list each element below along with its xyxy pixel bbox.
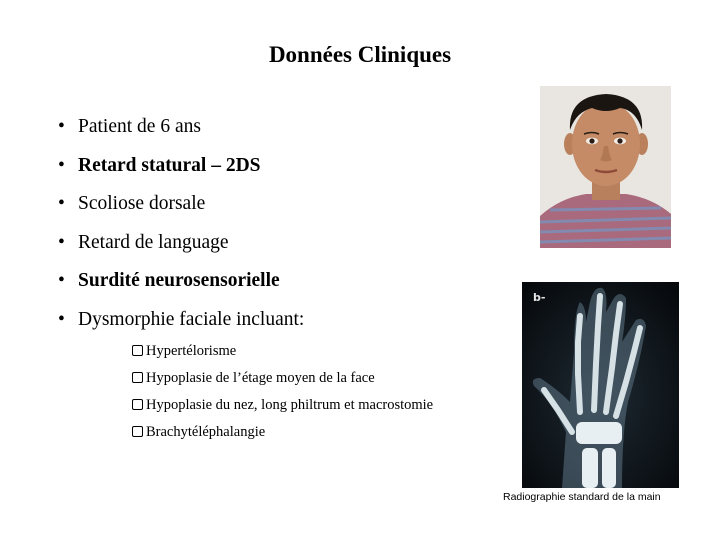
bullet-text: Dysmorphie faciale incluant:	[78, 308, 305, 330]
bullet-dot-icon: •	[58, 154, 65, 176]
hand-xray-illustration	[522, 282, 679, 488]
bullet-dot-icon: •	[58, 270, 65, 292]
sub-bullet-text: Hypoplasie de l’étage moyen de la face	[146, 370, 375, 386]
bullet-text: Surdité neurosensorielle	[78, 270, 280, 292]
bullet-text: Retard de language	[78, 231, 229, 253]
checkbox-square-icon	[132, 372, 143, 383]
checkbox-square-icon	[132, 426, 143, 437]
sub-bullet-item	[132, 365, 433, 392]
bullet-item	[58, 112, 304, 151]
bullet-item	[58, 228, 304, 267]
patient-photo	[540, 86, 671, 248]
bullet-item	[58, 151, 304, 190]
checkbox-square-icon	[132, 345, 143, 356]
sub-bullet-item	[132, 419, 433, 446]
bullet-item	[58, 189, 304, 228]
sub-bullet-text: Hypertélorisme	[146, 343, 237, 359]
bullet-text: Scoliose dorsale	[78, 193, 206, 215]
bullet-text: Retard statural – 2DS	[78, 154, 261, 176]
sub-bullet-list	[132, 338, 433, 446]
bullet-list	[58, 112, 304, 344]
hand-xray-image	[522, 282, 679, 488]
sub-bullet-item	[132, 338, 433, 365]
sub-bullet-item	[132, 392, 433, 419]
patient-photo-illustration	[540, 86, 671, 248]
xray-panel-label: b-	[533, 291, 546, 304]
sub-bullet-text: Brachytéléphalangie	[146, 424, 266, 440]
checkbox-square-icon	[132, 399, 143, 410]
xray-caption: Radiographie standard de la main	[503, 491, 661, 503]
bullet-dot-icon: •	[58, 231, 65, 253]
sub-bullet-text: Hypoplasie du nez, long philtrum et macrostomie	[146, 397, 434, 413]
bullet-text: Patient de 6 ans	[78, 116, 201, 137]
bullet-dot-icon: •	[58, 116, 65, 137]
bullet-dot-icon: •	[58, 193, 65, 215]
bullet-dot-icon: •	[58, 308, 65, 330]
slide-title: Données Cliniques	[268, 42, 452, 67]
bullet-item	[58, 266, 304, 305]
